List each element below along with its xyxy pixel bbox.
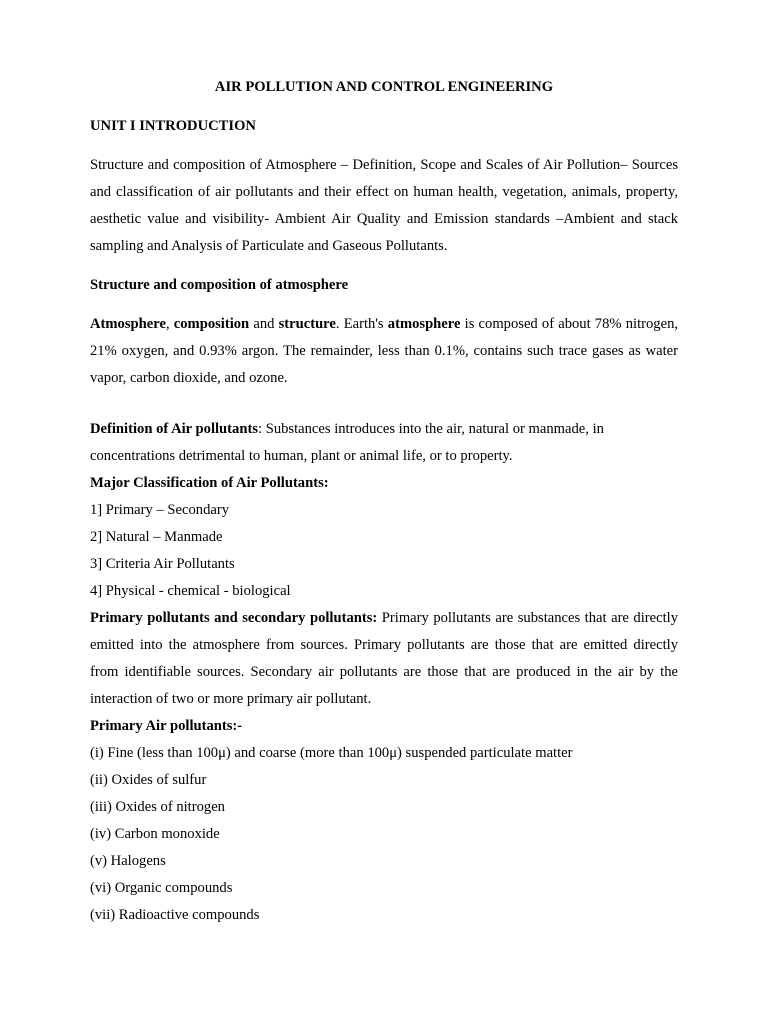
spacer: [90, 404, 678, 416]
primary-secondary-text: Primary pollutants are substances that are directly emitted into the atmosphere from sources. Primary pollutants are those that are emitted directly from identifiable sources. Secondary air pollutants are those that are produced in the air by the interaction of two or more primary air pollutant.: [90, 610, 678, 707]
classification-item: 2] Natural – Manmade: [90, 529, 223, 545]
classification-item: 3] Criteria Air Pollutants: [90, 556, 235, 572]
text-sep: and: [249, 316, 279, 332]
bold-structure: structure: [278, 316, 336, 332]
classification-item: 4] Physical - chemical - biological: [90, 583, 291, 599]
text-sep: ,: [165, 316, 174, 332]
primary-list-item: (iii) Oxides of nitrogen: [90, 799, 225, 815]
primary-list-item: (ii) Oxides of sulfur: [90, 772, 207, 788]
text-sep: . Earth's: [335, 316, 388, 332]
primary-list-heading: Primary Air pollutants:-: [90, 718, 243, 734]
primary-list-item: (vii) Radioactive compounds: [90, 907, 260, 923]
definition-paragraph: [90, 416, 678, 470]
section-heading-atmosphere: Structure and composition of atmosphere: [90, 277, 349, 293]
bold-atmosphere: Atmosphere: [90, 316, 166, 332]
primary-secondary-paragraph: [90, 605, 678, 713]
unit-summary: Structure and composition of Atmosphere – Definition, Scope and Scales of Air Pollution– Sources and classification of air pollutants and their effect on human health, vegetation, animals, property, aesthetic value and visibility- Ambient Air Quality and Emission standards –Ambient and stack sampling and Analysis of Particulate and Gaseous Pollutants.: [90, 157, 678, 254]
primary-list-item: (v) Halogens: [90, 853, 166, 869]
definition-text: : Substances introduces into the air, natural or manmade, in concentrations detrimental to human, plant or animal life, or to property.: [90, 421, 604, 464]
classification-heading: Major Classification of Air Pollutants:: [90, 475, 329, 491]
bold-composition: composition: [173, 316, 250, 332]
primary-secondary-label: Primary pollutants and secondary pollutants:: [90, 610, 378, 626]
classification-item: 1] Primary – Secondary: [90, 502, 230, 518]
definition-label: Definition of Air pollutants: [90, 421, 258, 437]
atmosphere-paragraph: [90, 311, 678, 392]
document-title: AIR POLLUTION AND CONTROL ENGINEERING: [214, 79, 554, 95]
primary-list-item: (i) Fine (less than 100μ) and coarse (more than 100μ) suspended particulate matter: [90, 745, 573, 761]
unit-heading: UNIT I INTRODUCTION: [90, 118, 256, 134]
primary-list-item: (vi) Organic compounds: [90, 880, 233, 896]
atmosphere-text: is composed of about 78% nitrogen, 21% oxygen, and 0.93% argon. The remainder, less than 0.1%, contains such trace gases as water vapor, carbon dioxide, and ozone.: [90, 316, 679, 386]
primary-list-item: (iv) Carbon monoxide: [90, 826, 220, 842]
document-content: [90, 74, 678, 929]
bold-atmosphere-2: atmosphere: [387, 316, 461, 332]
